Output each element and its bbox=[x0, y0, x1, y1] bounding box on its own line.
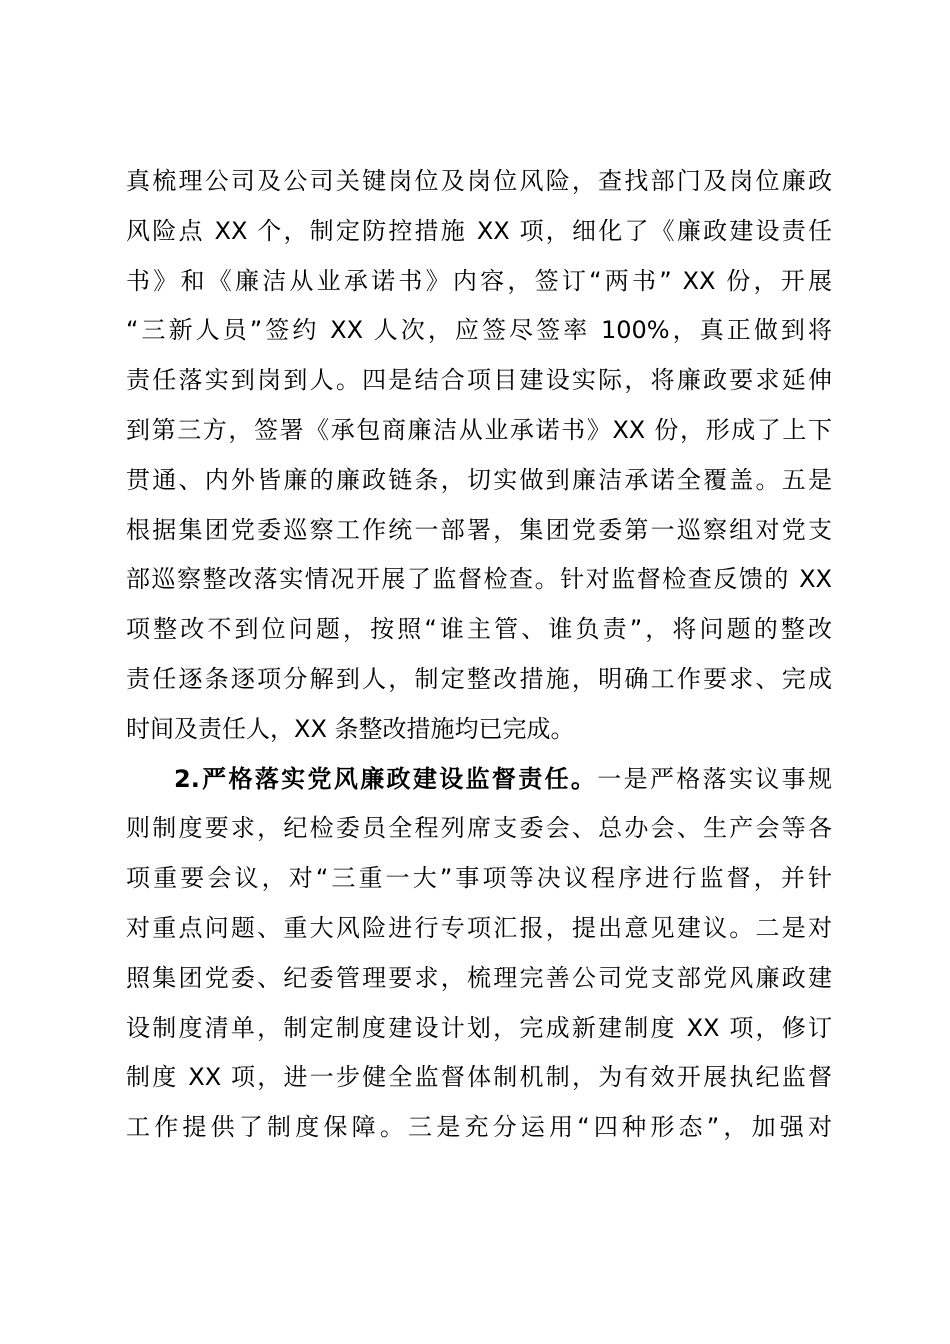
text-line: 责任逐条逐项分解到人，制定整改措施，明确工作要求、完成 bbox=[126, 664, 832, 693]
text-line: 部巡察整改落实情况开展了监督检查。针对监督检查反馈的 XX bbox=[126, 565, 832, 594]
document-body bbox=[126, 157, 832, 1153]
paragraph-1 bbox=[126, 157, 832, 755]
text-line: “三新人员”签约 XX 人次，应签尽签率 100%，真正做到将 bbox=[126, 316, 832, 345]
paragraph-2 bbox=[126, 755, 832, 1153]
text-line: 工作提供了制度保障。三是充分运用“四种形态”，加强对 bbox=[126, 1113, 832, 1142]
text-line: 照集团党委、纪委管理要求，梳理完善公司党支部党风廉政建 bbox=[126, 963, 832, 992]
text-line: 风险点 XX 个，制定防控措施 XX 项，细化了《廉政建设责任 bbox=[126, 216, 832, 245]
text-line: 书》和《廉洁从业承诺书》内容，签订“两书” XX 份，开展 bbox=[126, 266, 832, 295]
section-heading: 2.严格落实党风廉政建设监督责任。 bbox=[174, 764, 598, 793]
text-line: 到第三方，签署《承包商廉洁从业承诺书》XX 份，形成了上下 bbox=[126, 415, 832, 444]
text-line: 真梳理公司及公司关键岗位及岗位风险，查找部门及岗位廉政 bbox=[126, 167, 832, 195]
text-line: 对重点问题、重大风险进行专项汇报，提出意见建议。二是对 bbox=[126, 913, 832, 942]
text-line: 时间及责任人，XX 条整改措施均已完成。 bbox=[126, 714, 575, 743]
text-line: 制度 XX 项，进一步健全监督体制机制，为有效开展执纪监督 bbox=[126, 1063, 832, 1092]
text-line-first bbox=[126, 755, 832, 805]
heading-continuation: 一是严格落实议事规 bbox=[597, 764, 832, 793]
text-line: 责任落实到岗到人。四是结合项目建设实际，将廉政要求延伸 bbox=[126, 366, 832, 395]
text-line: 项整改不到位问题，按照“谁主管、谁负责”，将问题的整改 bbox=[126, 615, 832, 644]
text-line: 项重要会议，对“三重一大”事项等决议程序进行监督，并针 bbox=[126, 864, 832, 893]
text-line: 贯通、内外皆廉的廉政链条，切实做到廉洁承诺全覆盖。五是 bbox=[126, 465, 832, 494]
text-line: 设制度清单，制定制度建设计划，完成新建制度 XX 项，修订 bbox=[126, 1013, 832, 1042]
text-line: 根据集团党委巡察工作统一部署，集团党委第一巡察组对党支 bbox=[126, 515, 832, 544]
text-line: 则制度要求，纪检委员全程列席支委会、总办会、生产会等各 bbox=[126, 814, 832, 843]
